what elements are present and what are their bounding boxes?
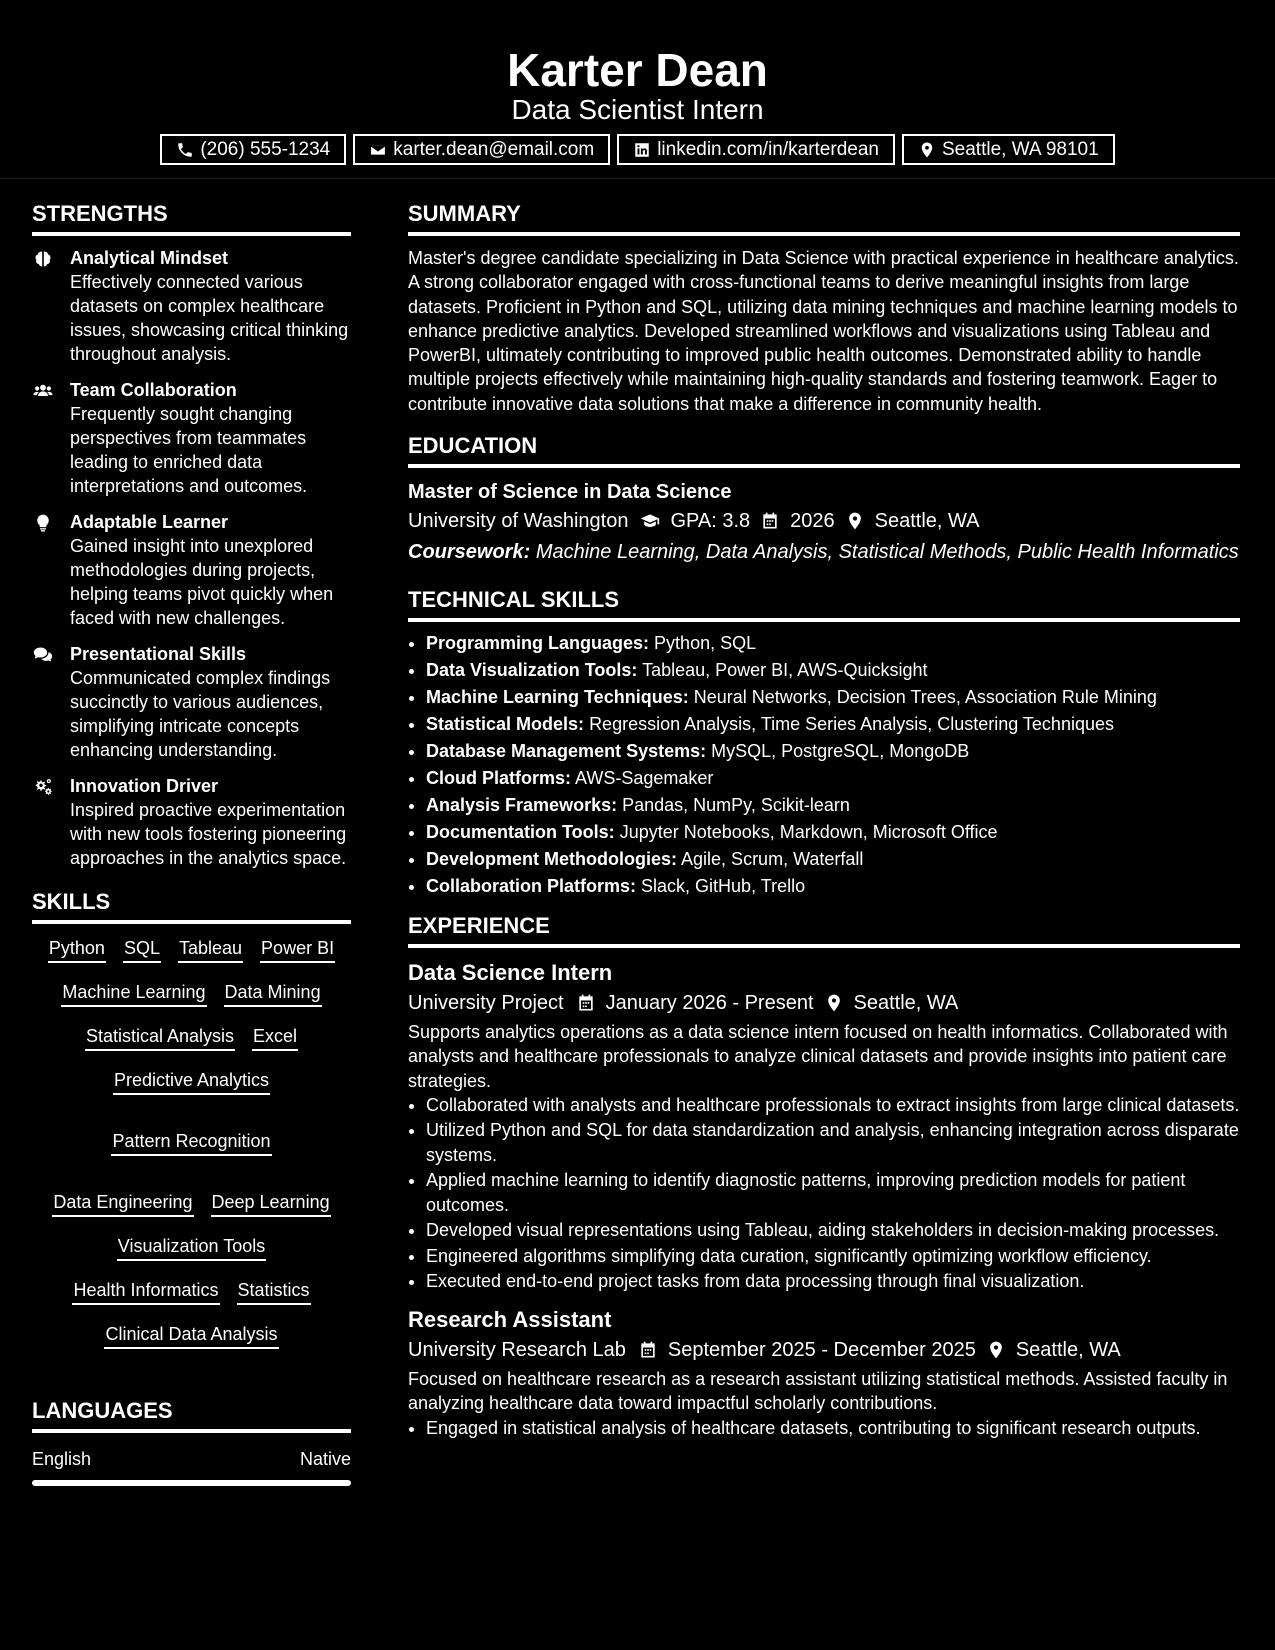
education-heading: EDUCATION: [408, 432, 1240, 468]
grad-year: 2026: [790, 510, 835, 533]
strength-item: [32, 246, 351, 366]
skill-chip: Visualization Tools: [117, 1234, 266, 1261]
email-text: karter.dean@email.com: [393, 138, 595, 160]
candidate-name: Karter Dean: [507, 44, 768, 96]
strength-title: Presentational Skills: [70, 644, 247, 664]
right-column: [408, 178, 1240, 1441]
strength-title: Adaptable Learner: [70, 512, 229, 532]
job-meta: [408, 988, 1240, 1018]
list-item: • Database Management Systems: MySQL, PostgreSQL, MongoDB: [426, 738, 1240, 765]
calendar-icon: [760, 511, 780, 531]
coursework: [408, 540, 1240, 564]
contact-bar: [0, 134, 1275, 165]
skill-chip: Power BI: [260, 936, 335, 963]
skill-chip: Python: [48, 936, 106, 963]
job-meta: [408, 1335, 1240, 1365]
list-item: • Applied machine learning to identify diagnostic patterns, improving prediction models for patient outcomes.: [426, 1168, 1240, 1217]
calendar-icon: [576, 993, 596, 1013]
job-bullets: [408, 1416, 1240, 1441]
brain-icon: [32, 249, 54, 269]
list-item: • Cloud Platforms: AWS-Sagemaker: [426, 765, 1240, 792]
list-item: • Statistical Models: Regression Analysis, Time Series Analysis, Clustering Techniques: [426, 711, 1240, 738]
school-location: Seattle, WA: [874, 510, 980, 533]
list-item: • Analysis Frameworks: Pandas, NumPy, Scikit-learn: [426, 792, 1240, 819]
graduation-cap-icon: [640, 511, 660, 531]
list-item: • Developed visual representations using Tableau, aiding stakeholders in decision-making processes.: [426, 1218, 1240, 1243]
job-org: University Research Lab: [408, 1338, 626, 1361]
skill-chip: Data Engineering: [52, 1190, 193, 1217]
list-item: • Documentation Tools: Jupyter Notebooks, Markdown, Microsoft Office: [426, 819, 1240, 846]
job-dates: January 2026 - Present: [605, 992, 814, 1015]
job-summary: Supports analytics operations as a data science intern focused on health informatics. Collaborated with analysts and healthcare professionals to analyze clinical datasets and provide insights into patient care strategies.: [408, 1022, 1228, 1091]
skill-chip: Statistics: [237, 1278, 311, 1305]
skills-list: [32, 934, 351, 1349]
strength-desc: Inspired proactive experimentation with new tools fostering pioneering approaches in the analytics space.: [70, 800, 347, 868]
calendar-icon: [638, 1340, 658, 1360]
job-title: Data Science Intern: [408, 960, 613, 986]
skill-chip: Statistical Analysis: [85, 1024, 235, 1051]
linkedin-text: linkedin.com/in/karterdean: [657, 138, 879, 160]
map-pin-icon: [986, 1340, 1006, 1360]
list-item: • Programming Languages: Python, SQL: [426, 630, 1240, 657]
technical-skills-list: [408, 630, 1240, 900]
gears-icon: [32, 777, 54, 797]
list-item: • Data Visualization Tools: Tableau, Power BI, AWS-Quicksight: [426, 657, 1240, 684]
experience-heading: EXPERIENCE: [408, 912, 1240, 948]
language-name: English: [32, 1449, 92, 1469]
list-item: • Collaboration Platforms: Slack, GitHub, Trello: [426, 873, 1240, 900]
degree-title: Master of Science in Data Science: [408, 481, 732, 504]
phone-text: (206) 555-1234: [200, 138, 331, 160]
job-title: Research Assistant: [408, 1306, 612, 1332]
job-summary: Focused on healthcare research as a research assistant utilizing statistical methods. Assisted faculty in analyzing healthcare data toward impactful scholarly contributions.: [408, 1368, 1228, 1414]
strength-desc: Communicated complex findings succinctly to various audiences, simplifying intricate concepts enhancing understanding.: [70, 668, 331, 760]
summary-text: Master's degree candidate specializing in Data Science with practical experience in healthcare analytics. A strong collaborator engaged with cross-functional teams to derive meaningful insights from large datasets. Proficient in Python and SQL, utilizing data mining techniques and machine learning models to enhance predictive analytics. Developed streamlined workflows and visualizations using Tableau and PowerBI, ultimately contributing to improved public health outcomes. Demonstrated ability to handle multiple projects effectively while maintaining high-quality standards and fostering teamwork. Eager to contribute innovative data solutions that make a difference in community health.: [408, 248, 1239, 414]
school-name: University of Washington: [408, 510, 629, 533]
strengths-heading: STRENGTHS: [32, 200, 351, 236]
location-text: Seattle, WA 98101: [941, 138, 1099, 160]
job-location: Seattle, WA: [853, 992, 959, 1015]
skill-chip: Clinical Data Analysis: [104, 1322, 278, 1349]
coursework-list: Machine Learning, Data Analysis, Statistical Methods, Public Health Informatics: [535, 541, 1239, 564]
strength-desc: Effectively connected various datasets on complex healthcare issues, showcasing critical thinking throughout analysis.: [70, 272, 349, 364]
users-icon: [32, 381, 54, 401]
resume-header: [0, 0, 1275, 179]
summary-heading: SUMMARY: [408, 200, 1240, 236]
lightbulb-icon: [32, 513, 54, 533]
language-proficiency-bar: [32, 1480, 351, 1486]
education-meta: [408, 506, 1240, 536]
strength-item: [32, 642, 351, 762]
list-item: • Engineered algorithms simplifying data curation, significantly optimizing workflow efficiency.: [426, 1244, 1240, 1269]
skill-chip: Predictive Analytics: [113, 1068, 270, 1095]
list-item: • Development Methodologies: Agile, Scrum, Waterfall: [426, 846, 1240, 873]
contact-location[interactable]: [902, 134, 1115, 165]
strength-item: [32, 378, 351, 498]
skill-chip: Excel: [252, 1024, 298, 1051]
skill-chip: Health Informatics: [72, 1278, 219, 1305]
language-row: [32, 1443, 351, 1471]
envelope-icon: [369, 141, 387, 159]
contact-email[interactable]: [353, 134, 610, 165]
job-title: Data Scientist Intern: [511, 94, 764, 125]
job-dates: September 2025 - December 2025: [667, 1338, 976, 1361]
skill-chip: Machine Learning: [61, 980, 206, 1007]
strength-title: Team Collaboration: [70, 380, 237, 400]
languages-heading: LANGUAGES: [32, 1397, 351, 1433]
skill-chip: Deep Learning: [211, 1190, 331, 1217]
gpa: GPA: 3.8: [670, 510, 751, 533]
list-item: • Collaborated with analysts and healthcare professionals to extract insights from large clinical datasets.: [426, 1093, 1240, 1118]
job-location: Seattle, WA: [1015, 1338, 1121, 1361]
skills-heading: SKILLS: [32, 888, 351, 924]
strength-desc: Frequently sought changing perspectives from teammates leading to enriched data interpretations and outcomes.: [70, 404, 308, 496]
comments-icon: [32, 645, 54, 665]
coursework-label: Coursework:: [408, 541, 531, 564]
left-column: [32, 178, 351, 1486]
skill-chip: Tableau: [178, 936, 243, 963]
skill-chip: SQL: [123, 936, 161, 963]
job-entry: [408, 958, 1240, 1294]
linkedin-icon: [633, 141, 651, 159]
list-item: • Engaged in statistical analysis of healthcare datasets, contributing to significant research outputs.: [426, 1416, 1240, 1441]
list-item: • Executed end-to-end project tasks from data processing through final visualization.: [426, 1269, 1240, 1294]
job-bullets: [408, 1093, 1240, 1294]
map-pin-icon: [824, 993, 844, 1013]
job-entry: [408, 1305, 1240, 1440]
contact-phone[interactable]: [160, 134, 346, 165]
job-org: University Project: [408, 992, 564, 1015]
contact-linkedin[interactable]: [617, 134, 895, 165]
skill-chip: Data Mining: [224, 980, 322, 1007]
list-item: • Utilized Python and SQL for data standardization and analysis, enhancing integration across disparate systems.: [426, 1118, 1240, 1167]
language-level: Native: [299, 1449, 351, 1469]
phone-icon: [176, 141, 194, 159]
strength-desc: Gained insight into unexplored methodologies during projects, helping teams pivot quickly when faced with new challenges.: [70, 536, 334, 628]
technical-skills-heading: TECHNICAL SKILLS: [408, 586, 1240, 622]
strength-item: [32, 774, 351, 870]
map-pin-icon: [845, 511, 865, 531]
map-pin-icon: [918, 141, 936, 159]
list-item: • Machine Learning Techniques: Neural Networks, Decision Trees, Association Rule Mining: [426, 684, 1240, 711]
strength-item: [32, 510, 351, 630]
strength-title: Analytical Mindset: [70, 248, 229, 268]
strength-title: Innovation Driver: [70, 776, 219, 796]
skill-chip: Pattern Recognition: [111, 1129, 271, 1156]
